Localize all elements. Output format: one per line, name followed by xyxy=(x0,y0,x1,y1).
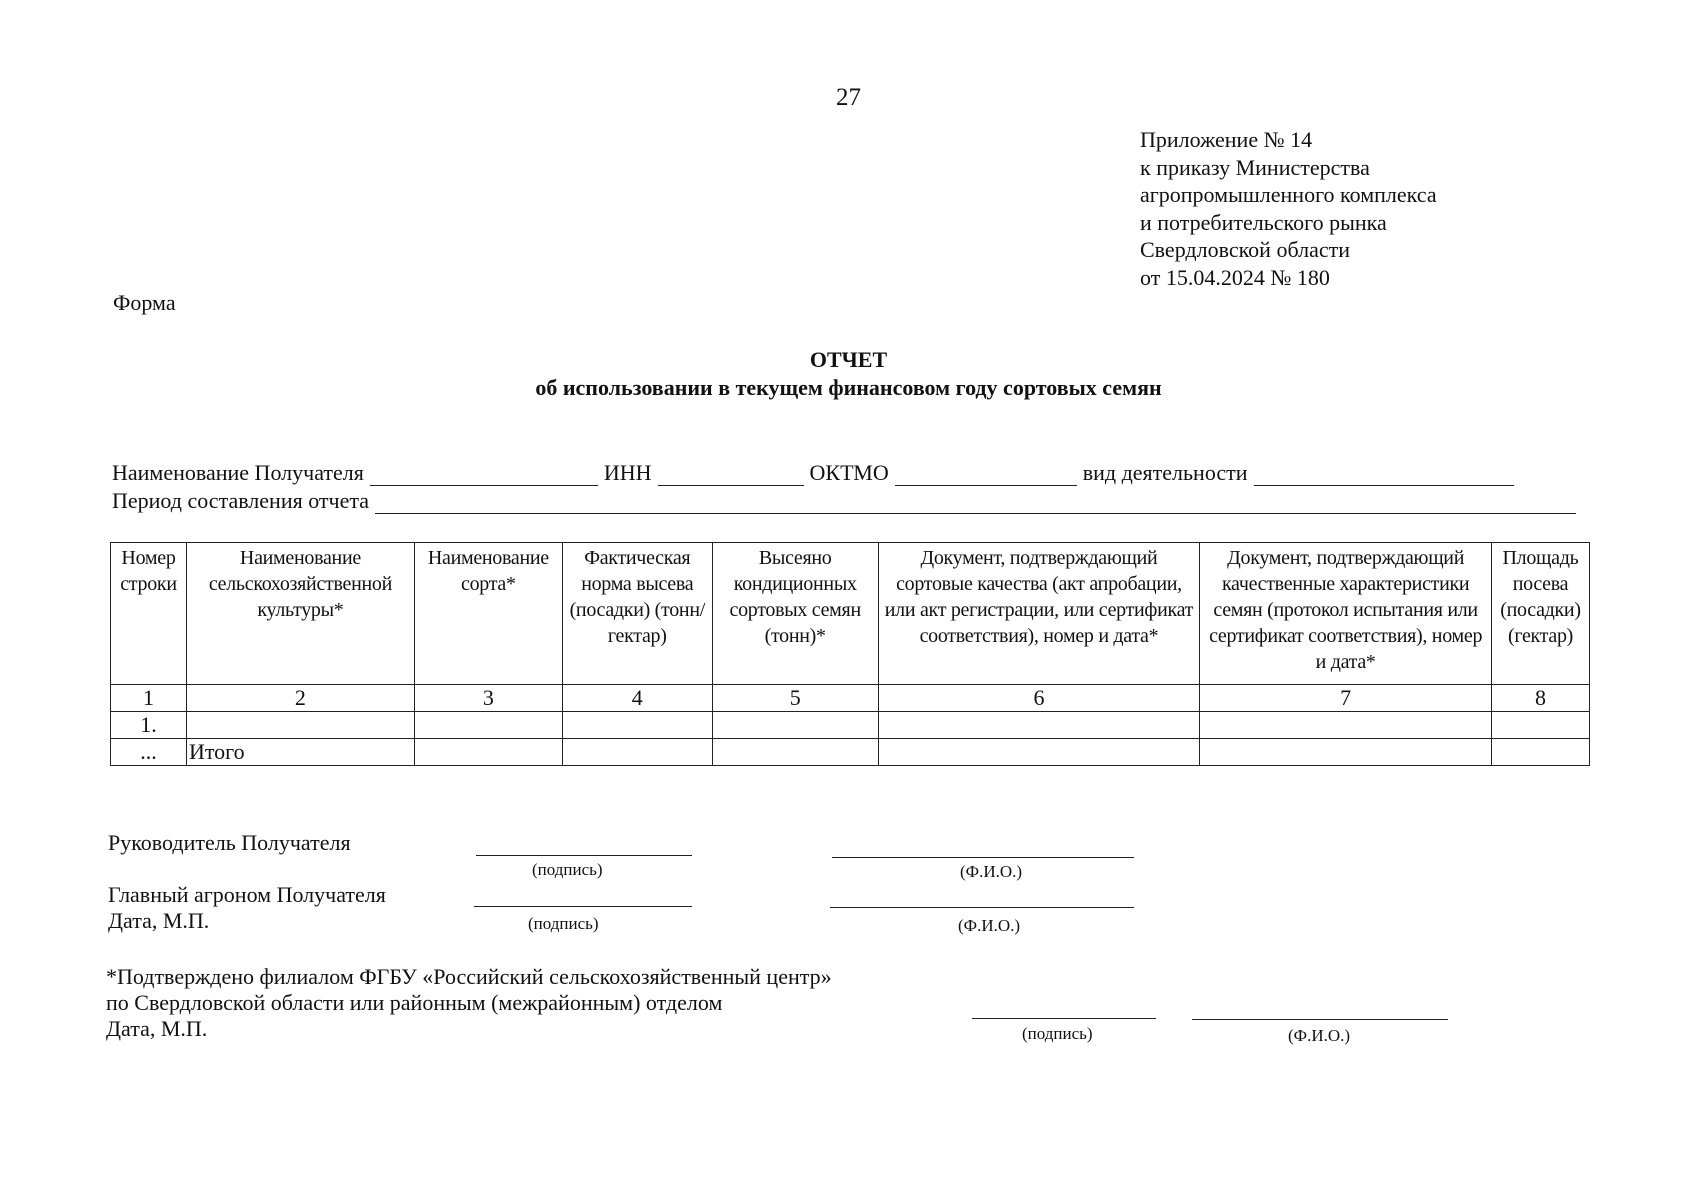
activity-field[interactable] xyxy=(1254,467,1514,486)
column-number: 6 xyxy=(878,685,1200,712)
appendix-line: от 15.04.2024 № 180 xyxy=(1140,264,1330,290)
table-cell[interactable] xyxy=(878,739,1200,766)
date-stamp-label: Дата, М.П. xyxy=(108,908,210,933)
table-cell[interactable] xyxy=(712,712,878,739)
column-number: 5 xyxy=(712,685,878,712)
recipient-name-field[interactable] xyxy=(370,467,598,486)
appendix-line: к приказу Министерства xyxy=(1140,154,1370,180)
table-cell[interactable]: ... xyxy=(111,739,187,766)
column-number: 1 xyxy=(111,685,187,712)
header-cell: Документ, подтверждающий качественные характеристики семян (протокол испытания или сертификат соответствия), номер и дата* xyxy=(1200,543,1492,685)
title-sub: об использовании в текущем финансовом году сортовых семян xyxy=(535,375,1162,400)
column-number: 3 xyxy=(414,685,562,712)
inn-field[interactable] xyxy=(658,467,804,486)
header-cell: Площадь посева (посадки) (гектар) xyxy=(1491,543,1589,685)
table-cell[interactable] xyxy=(414,712,562,739)
table-cell[interactable] xyxy=(1200,739,1492,766)
table-total-row xyxy=(111,739,1590,766)
table-cell[interactable] xyxy=(1200,712,1492,739)
table-cell[interactable] xyxy=(712,739,878,766)
header-cell: Документ, подтверждающий сортовые качества (акт апробации, или акт регистрации, или сертификат соответствия), номер и дата* xyxy=(878,543,1200,685)
period-row xyxy=(112,488,1582,514)
header-cell: Фактическая норма высева (посадки) (тонн/гектар) xyxy=(562,543,712,685)
title-main: ОТЧЕТ xyxy=(809,347,888,372)
footnote-line: Дата, М.П. xyxy=(106,1016,208,1041)
table-cell[interactable]: 1. xyxy=(111,712,187,739)
signature-caption: (подпись) xyxy=(1022,1024,1093,1043)
head-signatory-label: Руководитель Получателя xyxy=(108,830,351,855)
footnote-block xyxy=(106,964,832,1042)
column-number-row xyxy=(111,685,1590,712)
name-caption: (Ф.И.О.) xyxy=(1288,1026,1351,1045)
footnote-line: *Подтверждено филиалом ФГБУ «Российский сельскохозяйственный центр» xyxy=(106,964,832,989)
form-label: Форма xyxy=(113,290,176,315)
column-number: 4 xyxy=(562,685,712,712)
agronomist-label: Главный агроном Получателя xyxy=(108,882,386,907)
report-table xyxy=(110,542,1590,766)
column-number: 8 xyxy=(1491,685,1589,712)
name-caption: (Ф.И.О.) xyxy=(960,862,1023,881)
appendix-line: Свердловской области xyxy=(1140,237,1350,262)
agronomist-name-line[interactable] xyxy=(830,906,1134,908)
appendix-line: Приложение № 14 xyxy=(1140,127,1313,152)
total-label-cell: Итого xyxy=(186,739,414,766)
appendix-line: агропромышленного комплекса xyxy=(1140,182,1437,207)
agronomist-signature-line[interactable] xyxy=(474,905,692,907)
activity-label: вид деятельности xyxy=(1082,460,1248,485)
signature-caption: (подпись) xyxy=(528,914,599,933)
column-number: 7 xyxy=(1200,685,1492,712)
table-cell[interactable] xyxy=(562,739,712,766)
table-cell[interactable] xyxy=(562,712,712,739)
oktmo-label: ОКТМО xyxy=(809,460,889,485)
head-signature-line[interactable] xyxy=(476,854,692,856)
recipient-name-label: Наименование Получателя xyxy=(112,460,364,485)
table-cell[interactable] xyxy=(1491,712,1589,739)
footnote-line: по Свердловской области или районным (межрайонным) отделом xyxy=(106,990,723,1015)
column-number: 2 xyxy=(186,685,414,712)
header-cell: Наименование сорта* xyxy=(414,543,562,685)
head-name-line[interactable] xyxy=(832,856,1134,858)
appendix-block xyxy=(1140,126,1437,291)
header-cell: Высеяно кондиционных сортовых семян (тонн)* xyxy=(712,543,878,685)
center-name-line[interactable] xyxy=(1192,1018,1448,1020)
header-cell: Номер строки xyxy=(111,543,187,685)
header-cell: Наименование сельскохозяйственной культуры* xyxy=(186,543,414,685)
appendix-line: и потребительского рынка xyxy=(1140,209,1387,235)
page-number: 27 xyxy=(836,84,861,111)
recipient-fields-row xyxy=(112,460,1520,486)
inn-label: ИНН xyxy=(603,460,652,485)
table-cell[interactable] xyxy=(878,712,1200,739)
table-cell[interactable] xyxy=(186,712,414,739)
report-title xyxy=(0,346,1697,402)
center-signature-line[interactable] xyxy=(972,1017,1156,1019)
signature-caption: (подпись) xyxy=(532,860,603,879)
table-cell[interactable] xyxy=(414,739,562,766)
name-caption: (Ф.И.О.) xyxy=(958,916,1021,935)
table-header-row xyxy=(111,543,1590,685)
period-field[interactable] xyxy=(375,495,1576,514)
table-row xyxy=(111,712,1590,739)
table-cell[interactable] xyxy=(1491,739,1589,766)
period-label: Период составления отчета xyxy=(112,488,370,513)
oktmo-field[interactable] xyxy=(895,467,1077,486)
